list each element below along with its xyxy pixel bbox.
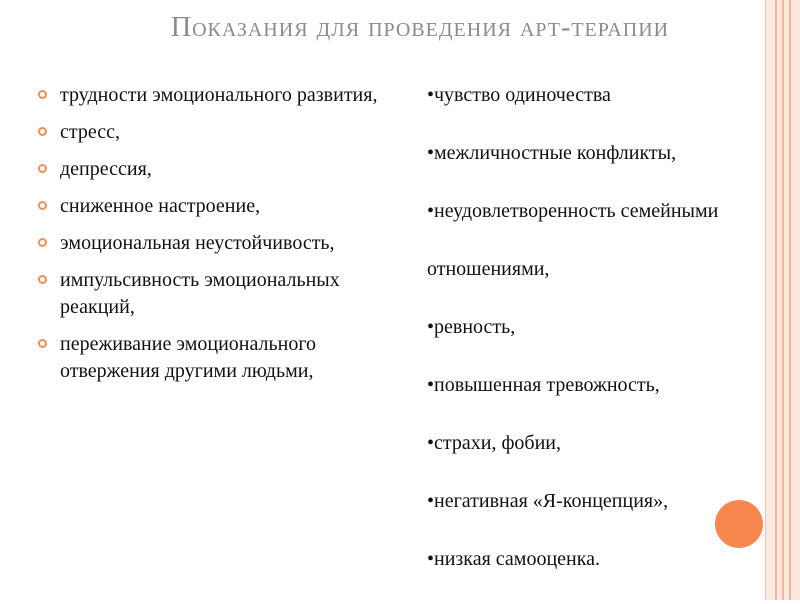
left-list-item <box>38 156 378 183</box>
circle-bullet-icon <box>38 127 47 136</box>
left-list-item-text: трудности эмоционального развития, <box>60 84 378 106</box>
left-list-item-text: сниженное настроение, <box>60 195 261 217</box>
circle-bullet-icon <box>38 339 47 348</box>
circle-bullet-icon <box>38 238 47 247</box>
left-list-item-text: депрессия, <box>60 158 152 180</box>
right-list-item: •низкая самооценка. <box>427 548 601 570</box>
left-list-item-text: эмоциональная неустойчивость, <box>60 232 335 254</box>
left-list-item <box>38 267 378 321</box>
right-list-item: отношениями, <box>427 258 550 280</box>
circle-bullet-icon <box>38 275 47 284</box>
left-list-item-text: стресс, <box>60 121 120 143</box>
left-list-item-text: переживание эмоционального отвержения другими людьми, <box>60 333 317 382</box>
left-list-item <box>38 119 378 146</box>
right-list-item: •неудовлетворенность семейными <box>427 200 719 222</box>
right-list-item: •негативная «Я-концепция», <box>427 490 669 512</box>
left-list-item-text: импульсивность эмоциональных реакций, <box>60 269 340 318</box>
slide-title: Показания для проведения арт-терапии <box>170 12 670 43</box>
circle-bullet-icon <box>38 201 47 210</box>
circle-bullet-icon <box>38 164 47 173</box>
circle-bullet-icon <box>38 90 47 99</box>
right-list-item: •повышенная тревожность, <box>427 374 660 396</box>
left-list-item <box>38 82 378 109</box>
left-bullet-list <box>38 82 378 395</box>
left-list-item <box>38 230 378 257</box>
right-list-item: •межличностные конфликты, <box>427 142 677 164</box>
left-list-item <box>38 193 378 220</box>
right-list-item: •чувство одиночества <box>427 84 611 106</box>
right-list-item: •ревность, <box>427 316 516 338</box>
right-list-item: •страхи, фобии, <box>427 432 561 454</box>
decorative-orange-circle <box>715 500 763 548</box>
left-list-item <box>38 331 378 385</box>
